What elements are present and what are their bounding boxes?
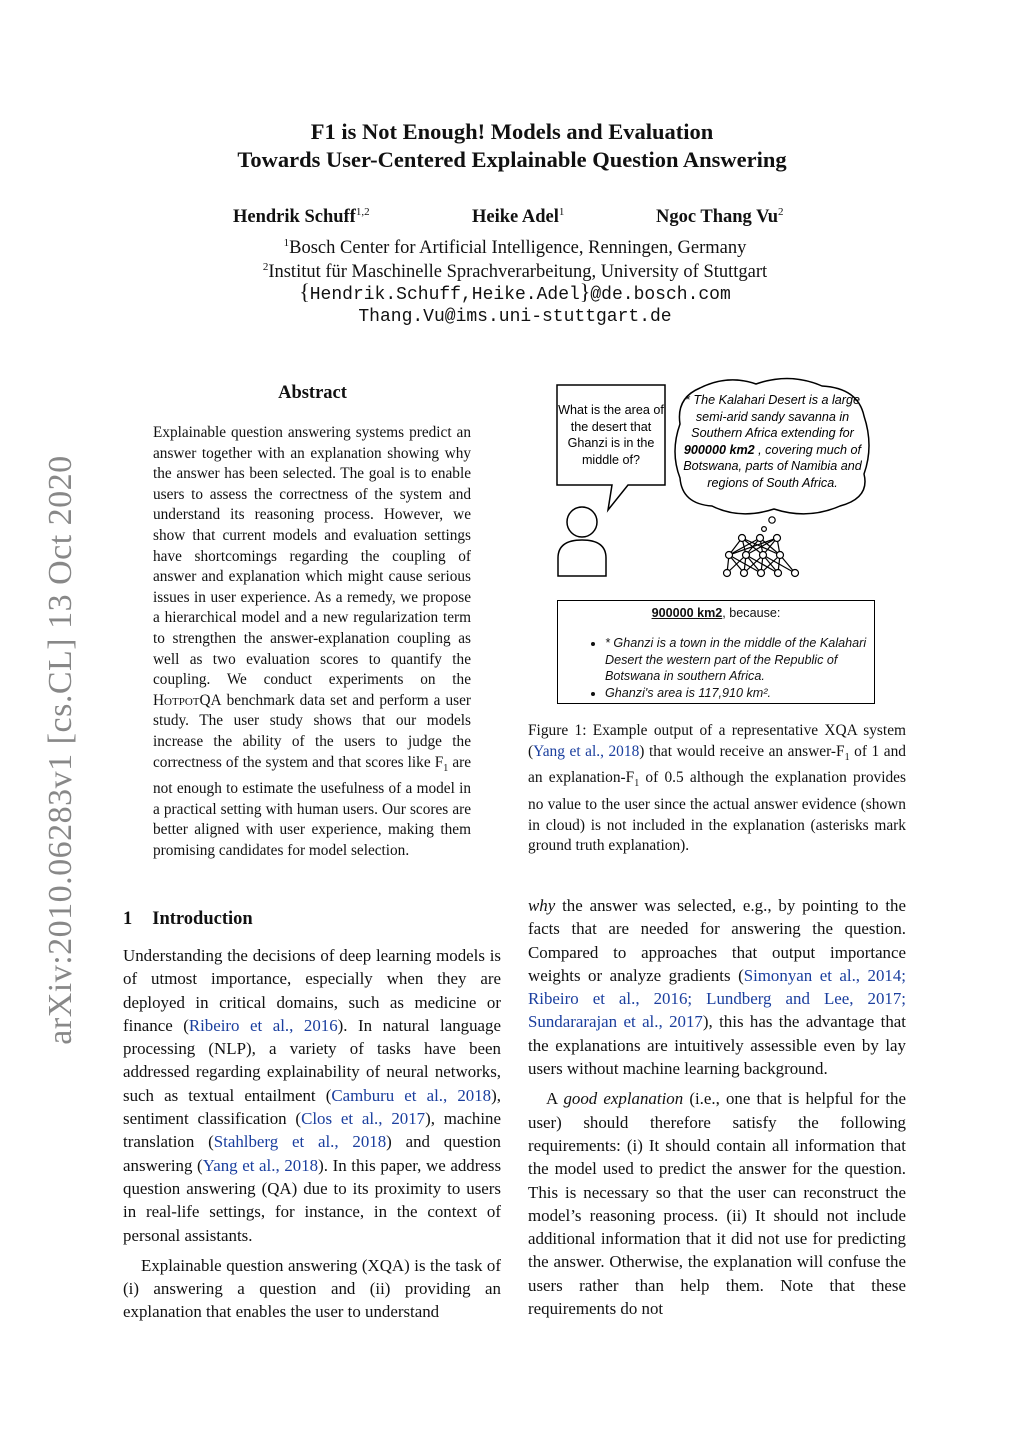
- intro-text: ). In this paper, we address question answering (QA) due to its proximity to users in real-life settings, for instance, in the context of personal assistants.: [123, 1155, 502, 1245]
- caption-part-b: ) that would receive an answer-F: [639, 742, 845, 760]
- email-names: Hendrik.Schuff,Heike.Adel: [309, 285, 580, 305]
- answer-because: , because:: [722, 606, 781, 620]
- abstract-part-1: Explainable question answering systems predict an answer together with an explanation showing why the answer has been selected. The goal is to enable users to assess the correctness of the system and understand its reasoning process. However, we show that current models and evaluation settings have shortcomings regarding the coupling of answer and explanation which might cause serious issues in user experience. As a remedy, we propose a hierarchical model and a new regularization term to strengthen the answer-explanation coupling as well as two evaluation scores to quantify the coupling. We conduct experiments on the: [153, 424, 471, 689]
- arxiv-side-stamp: arXiv:2010.06283v1 [cs.CL] 13 Oct 2020: [42, 455, 79, 1045]
- figure-caption: [528, 721, 906, 857]
- citation-link[interactable]: Ribeiro et al., 2016: [188, 1015, 338, 1035]
- intro-text: Understanding the decisions of deep learning models is of utmost importance, especially when they are deployed in critical domains, such as medicine or finance (: [123, 946, 501, 1035]
- figure-answer-box: [557, 600, 875, 704]
- affiliation-1-sup: 1: [283, 237, 290, 249]
- emphasis-good-explanation: good explanation: [563, 1089, 684, 1109]
- caption-citation-link[interactable]: Yang et al., 2018: [533, 742, 640, 760]
- citation-link[interactable]: Stahlberg et al., 2018: [213, 1132, 387, 1152]
- figure-cloud-text: [680, 392, 865, 492]
- citation-link[interactable]: Yang et al., 2018: [202, 1155, 319, 1175]
- author-3-sup: 2: [778, 206, 784, 218]
- abstract-heading: Abstract: [278, 383, 347, 403]
- affiliation-1-text: Bosch Center for Artificial Intelligence, Renningen, Germany: [289, 238, 747, 259]
- explanation-item-1: • * Ghanzi is a town in the middle of the Kalahari Desert the western part of the Republic of Botswana in southern Africa.: [605, 635, 874, 685]
- affiliation-2-sup: 2: [262, 261, 269, 273]
- intro-paragraph-4: [528, 1087, 906, 1320]
- intro-text: ) and question answering (: [123, 1132, 501, 1175]
- neural-network-icon: [724, 535, 799, 577]
- explanation-list: [558, 635, 874, 701]
- author-2-name: Heike Adel: [472, 207, 559, 228]
- affiliation-2-text: Institut für Maschinelle Sprachverarbeitung, University of Stuttgart: [268, 262, 768, 283]
- citation-link[interactable]: Camburu et al., 2018: [331, 1085, 492, 1105]
- intro-text: ), sentiment classification (: [123, 1085, 501, 1129]
- section-title: Introduction: [152, 909, 253, 929]
- caption-part-d: of 0.5 although the explanation provides no value to the user since the actual answer evidence (shown in cloud) is not included in the explanation (asterisks mark ground truth explanation).: [528, 769, 906, 855]
- email-brace-close: }: [579, 279, 591, 304]
- cloud-text-b: , covering much of Botswana, parts of Namibia and regions of South Africa.: [683, 442, 862, 490]
- answer-value: 900000 km2: [651, 606, 723, 620]
- intro-left-column: [123, 944, 501, 1324]
- caption-part-a: Figure 1: Example output of a representative XQA system (: [528, 722, 906, 760]
- intro-text: (i.e., one that is helpful for the user) should therefore satisfy the following requirements: (i) It should contain all information that the model used to predict the answer for the question. This is necessary so that the user can reconstruct the model’s reasoning process. (ii) It should not include additional information that it did not use for predicting the answer. Otherwise, the explanation will confuse the users rather than help them. Note that these requirements do not: [528, 1089, 906, 1319]
- thought-dot-2: [762, 527, 767, 532]
- intro-paragraph-2: Explainable question answering (XQA) is the task of (i) answering a question and (ii) providing an explanation that enables the user to understand: [123, 1255, 501, 1322]
- intro-paragraph-3: [528, 894, 906, 1080]
- intro-text: A: [546, 1089, 564, 1109]
- user-head-icon: [567, 507, 597, 537]
- email-line-2: Thang.Vu@ims.uni-stuttgart.de: [358, 307, 672, 327]
- author-1-sup: 1,2: [355, 206, 370, 218]
- abstract-part-3: are not enough to estimate the usefulness of a model in a practical setting with human users. Our scores are better aligned with user experience, making them promising candidates for model selection.: [153, 753, 472, 859]
- explanation-item-2: • Ghanzi's area is 117,910 km².: [605, 685, 874, 702]
- hotpotqa-term: HotpotQA: [153, 691, 222, 709]
- caption-part-c: of 1 and an explanation-F: [528, 742, 907, 787]
- caption-sub-1: 1: [844, 751, 850, 763]
- title-line-1: F1 is Not Enough! Models and Evaluation: [310, 119, 714, 144]
- intro-text: the answer was selected, e.g., by pointing to the facts that are needed for answering the question. Compared to approaches that output importance weights or analyze gradients (: [528, 896, 906, 985]
- author-1-name: Hendrik Schuff: [233, 207, 356, 228]
- citation-link[interactable]: Clos et al., 2017: [301, 1109, 426, 1129]
- email-brace-open: {: [299, 279, 310, 304]
- intro-text: ), machine translation (: [123, 1109, 501, 1152]
- author-2-sup: 1: [558, 206, 565, 218]
- figure-question-text: What is the area of the desert that Ghanzi is in the middle of?: [558, 403, 664, 467]
- user-body-icon: [558, 540, 606, 576]
- thought-dot-1: [769, 517, 775, 523]
- cloud-text-a: * The Kalahari Desert is a large semi-arid sandy savanna in Southern Africa extending for: [685, 393, 860, 441]
- caption-sub-2: 1: [634, 778, 640, 790]
- intro-paragraph-1: [123, 944, 501, 1247]
- abstract-part-2: benchmark data set and perform a user study. The user study shows that our models increase the ability of the users to judge the correctness of the system and that scores like F: [153, 691, 471, 771]
- abstract-subscript: 1: [443, 762, 449, 774]
- title-line-2: Towards User-Centered Explainable Question Answering: [237, 147, 787, 172]
- email-domain: @de.bosch.com: [590, 285, 731, 305]
- intro-right-column: [528, 894, 906, 1320]
- section-number: 1: [123, 909, 133, 929]
- intro-text: ), this has the advantage that the explanations are intuitively assessible even by lay users without machine learning background.: [528, 1012, 906, 1079]
- emphasis-why: why: [528, 896, 556, 915]
- author-3-name: Ngoc Thang Vu: [656, 207, 779, 228]
- intro-text: ). In natural language processing (NLP), a variety of tasks have been addressed regarding explainability of neural networks, such as textual entailment (: [123, 1015, 502, 1105]
- cloud-text-bold: 900000 km2: [683, 442, 755, 457]
- answer-line: [558, 605, 874, 622]
- citation-link[interactable]: Simonyan et al., 2014; Ribeiro et al., 2016; Lundberg and Lee, 2017; Sundararajan et al., 2017: [528, 965, 906, 1032]
- section-heading-introduction: [123, 909, 253, 930]
